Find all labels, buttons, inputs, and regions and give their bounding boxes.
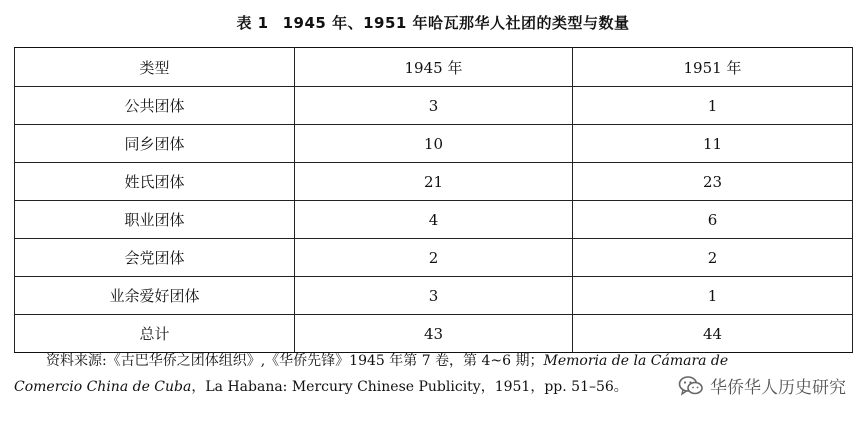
cell-type: 公共团体 (15, 87, 295, 125)
cell-1951: 11 (573, 125, 853, 163)
cell-1951: 23 (573, 163, 853, 201)
cell-type: 会党团体 (15, 239, 295, 277)
cell-type: 同乡团体 (15, 125, 295, 163)
source-note-line1 (14, 349, 860, 374)
source-suffix: ，La Habana: Mercury Chinese Publicity，1951，pp. 51–56。 (191, 379, 628, 395)
table-title: 1945 年、1951 年哈瓦那华人社团的类型与数量 (282, 14, 630, 32)
table-row (15, 277, 853, 315)
cell-1945: 43 (295, 315, 573, 353)
cell-type: 职业团体 (15, 201, 295, 239)
source-title-part1: Memoria de la Cámara de (543, 353, 729, 369)
cell-type: 姓氏团体 (15, 163, 295, 201)
table-number: 表 1 (236, 14, 269, 32)
watermark-text: 华侨华人历史研究 (710, 378, 846, 398)
table-total-row (15, 315, 853, 353)
cell-1951: 1 (573, 87, 853, 125)
table-row (15, 125, 853, 163)
table-caption (0, 12, 866, 33)
watermark (678, 373, 846, 398)
header-1951: 1951 年 (573, 48, 853, 87)
cell-1945: 3 (295, 277, 573, 315)
table-row (15, 163, 853, 201)
cell-1951: 6 (573, 201, 853, 239)
data-table (14, 47, 853, 353)
table-header-row (15, 48, 853, 87)
header-type: 类型 (15, 48, 295, 87)
cell-1945: 4 (295, 201, 573, 239)
cell-type: 业余爱好团体 (15, 277, 295, 315)
table-row (15, 239, 853, 277)
cell-1951: 1 (573, 277, 853, 315)
table-row (15, 87, 853, 125)
wechat-icon (678, 375, 704, 397)
source-title-part2: Comercio China de Cuba (14, 379, 192, 395)
cell-1945: 10 (295, 125, 573, 163)
cell-1951: 2 (573, 239, 853, 277)
cell-1945: 21 (295, 163, 573, 201)
cell-1945: 2 (295, 239, 573, 277)
source-prefix: 资料来源:《古巴华侨之团体组织》,《华侨先锋》1945 年第 7 卷，第 4~6 期； (46, 353, 544, 369)
cell-1951: 44 (573, 315, 853, 353)
header-1945: 1945 年 (295, 48, 573, 87)
cell-type: 总计 (15, 315, 295, 353)
table-row (15, 201, 853, 239)
cell-1945: 3 (295, 87, 573, 125)
